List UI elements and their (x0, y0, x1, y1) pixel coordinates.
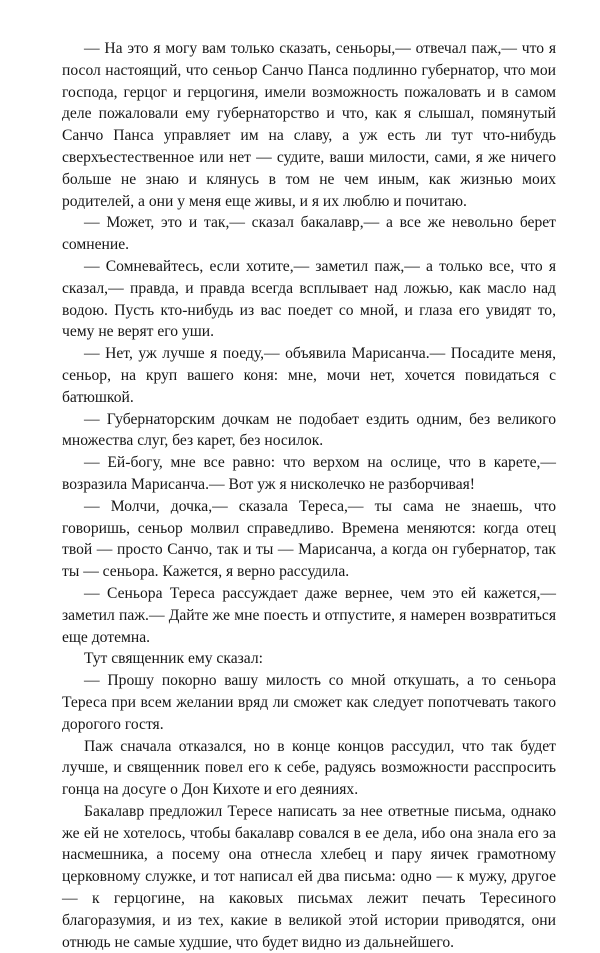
paragraph-page-agrees: Паж сначала отказался, но в конце концов рассудил, что так будет лучше, и священник повел его к себе, радуясь возможности расспросить гонца на досуге о Дон Кихоте и его деяниях. (62, 737, 556, 799)
paragraph-marisancha-reply: — Ей-богу, мне все равно: что верхом на ослице, что в карете,— возразила Марисанча.— Вот уж я нисколечко не разборчивая! (62, 454, 556, 493)
paragraph-marisancha-volunteers: — Нет, уж лучше я поеду,— объявила Марисанча.— Посадите меня, сеньор, на круп вашего коня: мне, мочи нет, хочется повидаться с батюшкой. (62, 345, 556, 406)
paragraph-priest-says: Тут священник ему сказал: (84, 650, 263, 668)
paragraph-letters: Бакалавр предложил Тересе написать за нее ответные письма, однако же ей не хотелось, чтобы бакалавр совался в ее дела, ибо она знала его за насмешника, а посему она отнесла хлебец и пару яичек грамотному церковному служке, и тот написал ей два письма: одно — к мужу, другое — к герцогине, на каковых письмах лежит печать Тересиного благоразумия, и из тех, какие в великой этой истории приводятся, они отнюдь не самые худшие, что будет видно из дальнейшего. (62, 802, 556, 951)
paragraph-page-asks-food: — Сеньора Тереса рассуждает даже вернее, чем это ей кажется,— заметил паж.— Дайте же мне поесть и отпустите, я намерен возвратиться еще дотемна. (62, 584, 556, 646)
paragraph-teresa-speaks: — Молчи, дочка,— сказала Тереса,— ты сама не знаешь, что говоришь, сеньор молвил справедливо. Времена меняются: когда отец твой — просто Санчо, так и ты — Марисанча, а когда он губернатор, так ты — сеньора. Кажется, я верно рассудила. (62, 497, 556, 581)
paragraph-governor-daughters: — Губернаторским дочкам не подобает ездить одним, без великого множества слуг, без карет, без носилок. (62, 410, 556, 450)
book-page-text (62, 38, 556, 953)
paragraph-bachelor-doubt: — Может, это и так,— сказал бакалавр,— а все же невольно берет сомнение. (62, 214, 556, 254)
paragraph-priest-invitation: — Прошу покорно вашу милость со мной откушать, а то сеньора Тереса при всем желании вряд ли сможет как следует попотчевать такого дорогого гостя. (62, 672, 556, 733)
paragraph-page-insists: — Сомневайтесь, если хотите,— заметил паж,— а только все, что я сказал,— правда, и правда всегда всплывает над ложью, как масло над водою. Пусть кто-нибудь из вас поедет со мной, и глаза его увидят то, чему не верят его уши. (62, 257, 556, 341)
paragraph-page-reply: — На это я могу вам только сказать, сеньоры,— отвечал паж,— что я посол настоящий, что сеньор Санчо Панса подлинно губернатор, что мои господа, герцог и герцогиня, имели возможность пожаловать и в самом деле пожаловали ему губернаторство и что, как я слышал, помянутый Санчо Панса управляет им на славу, а уж есть ли тут что-нибудь сверхъестественное или нет — судите, ваши милости, сами, я же ничего больше не знаю и клянусь в том не чем иным, как жизнью моих родителей, а они у меня еще живы, и я их люблю и почитаю. (62, 40, 556, 210)
